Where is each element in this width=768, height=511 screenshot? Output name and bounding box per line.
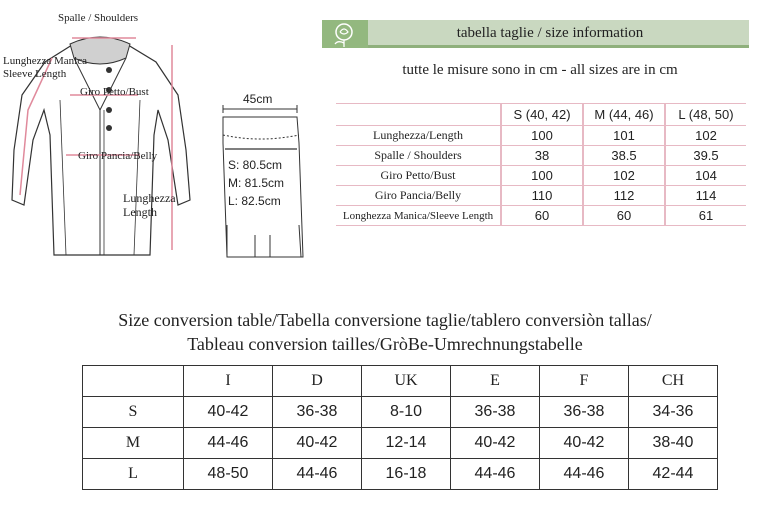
- coat-label-belly: Giro Pancia/Belly: [78, 150, 158, 162]
- row-label-s: S: [83, 397, 184, 428]
- coat-label-shoulders: Spalle / Shoulders: [58, 12, 139, 24]
- skirt-width-label: 45cm: [243, 92, 273, 106]
- table-row: L 48-50 44-46 16-18 44-46 44-46 42-44: [83, 459, 718, 490]
- row-label: Lunghezza/Length: [336, 126, 501, 146]
- conversion-table: [82, 365, 718, 490]
- table-row: Longhezza Manica/Sleeve Length 60 60 61: [336, 206, 746, 226]
- conversion-title: [40, 308, 730, 356]
- coat-illustration: [0, 0, 200, 270]
- skirt-measure-l: L: 82.5cm: [228, 194, 281, 208]
- col-header-i: I: [184, 366, 273, 397]
- conversion-title-line-1: Size conversion table/Tabella conversione taglie/tablero conversiòn tallas/: [118, 310, 652, 330]
- coat-label-length-1: Lunghezza: [123, 191, 176, 205]
- size-col-s: S (40, 42): [501, 104, 583, 126]
- table-row: [336, 104, 746, 126]
- col-header-e: E: [451, 366, 540, 397]
- size-info-title: tabella taglie / size information: [456, 25, 644, 41]
- coat-label-sleeve-2: Sleeve Length: [3, 68, 67, 80]
- size-col-m: M (44, 46): [583, 104, 665, 126]
- conversion-title-line-2: Tableau conversion tailles/GròBe-Umrechnungstabelle: [187, 334, 583, 354]
- rose-icon: [322, 20, 368, 48]
- row-label: Spalle / Shoulders: [336, 146, 501, 166]
- coat-label-length-2: Length: [123, 205, 157, 219]
- size-col-l: L (48, 50): [665, 104, 746, 126]
- col-header-ch: CH: [629, 366, 718, 397]
- header-decoration: [322, 20, 368, 48]
- skirt-measurements: [228, 156, 284, 210]
- skirt-measure-m: M: 81.5cm: [228, 176, 285, 190]
- row-label-m: M: [83, 428, 184, 459]
- table-row: M 44-46 40-42 12-14 40-42 40-42 38-40: [83, 428, 718, 459]
- row-label: Longhezza Manica/Sleeve Length: [336, 206, 501, 226]
- row-label-l: L: [83, 459, 184, 490]
- table-row: [83, 366, 718, 397]
- row-label: Giro Pancia/Belly: [336, 186, 501, 206]
- col-header-d: D: [273, 366, 362, 397]
- size-info-table: [336, 103, 746, 226]
- col-header-uk: UK: [362, 366, 451, 397]
- skirt-measure-s: S: 80.5cm: [228, 158, 283, 172]
- row-label: Giro Petto/Bust: [336, 166, 501, 186]
- table-row: S 40-42 36-38 8-10 36-38 36-38 34-36: [83, 397, 718, 428]
- table-row: Giro Pancia/Belly 110 112 114: [336, 186, 746, 206]
- coat-label-sleeve-1: Lunghezza Manica: [3, 55, 87, 67]
- units-note: tutte le misure sono in cm - all sizes are in cm: [402, 62, 678, 78]
- coat-label-bust: Giro Petto/Bust: [80, 86, 149, 98]
- table-row: Lunghezza/Length 100 101 102: [336, 126, 746, 146]
- table-row: Giro Petto/Bust 100 102 104: [336, 166, 746, 186]
- col-header-f: F: [540, 366, 629, 397]
- table-row: Spalle / Shoulders 38 38.5 39.5: [336, 146, 746, 166]
